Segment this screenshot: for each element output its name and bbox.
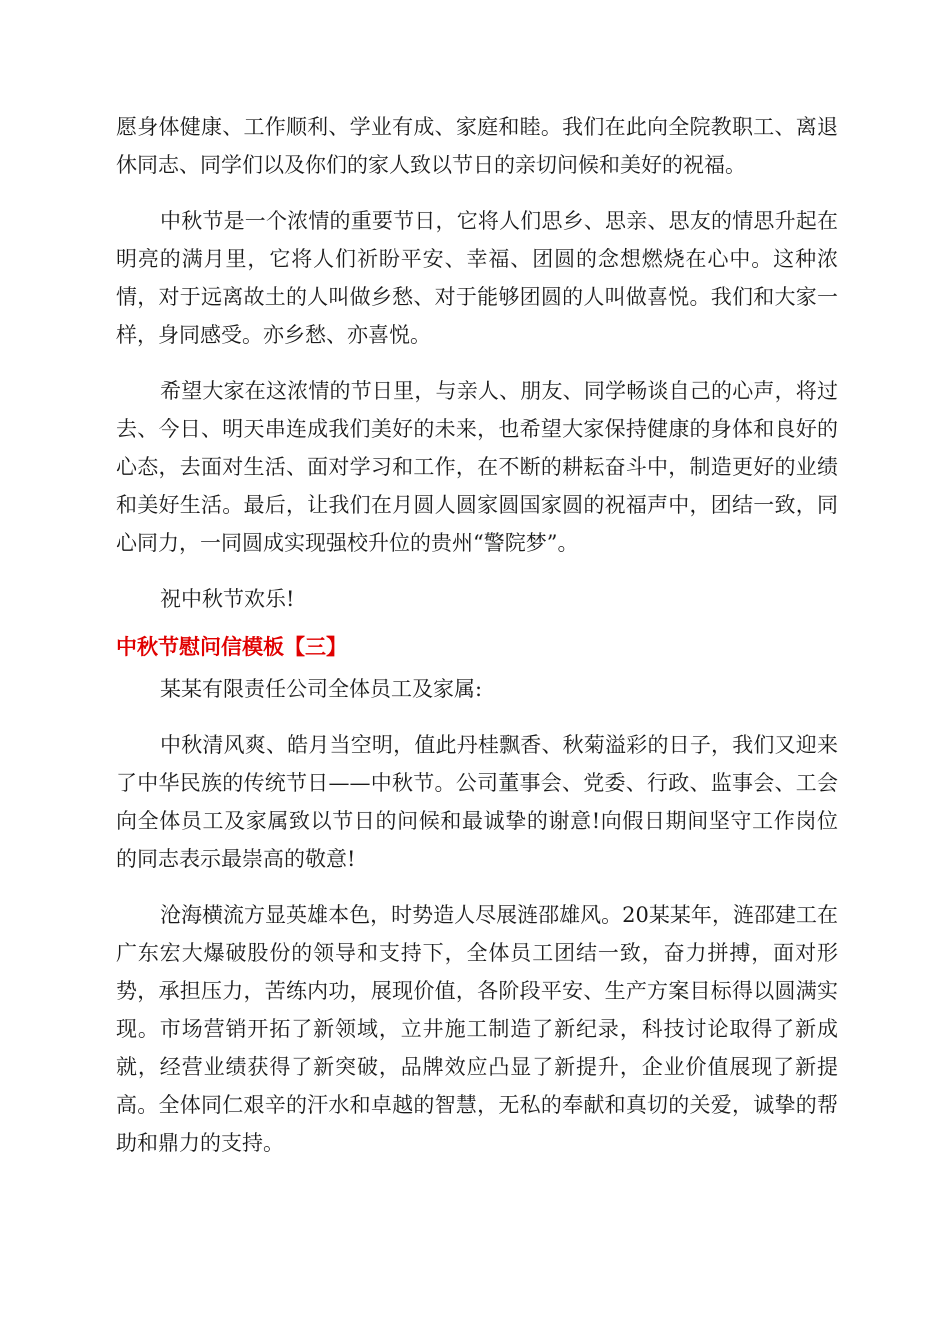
paragraph-mid-autumn-feelings: 中秋节是一个浓情的重要节日，它将人们思乡、思亲、思友的情思升起在明亮的满月里，它将人们祈盼平安、幸福、团圆的念想燃烧在心中。这种浓情，对于远离故土的人叫做乡愁、对于能够团圆的人叫做喜悦。我们和大家一样，身同感受。亦乡愁、亦喜悦。: [116, 209, 838, 347]
document-page: [116, 108, 838, 1162]
section-heading: 中秋节慰问信模板【三】: [116, 635, 347, 659]
paragraph-closing-wish: 祝中秋节欢乐!: [160, 587, 295, 611]
letter-greeting: 某某有限责任公司全体员工及家属:: [160, 677, 483, 701]
paragraph-achievements: 沧海横流方显英雄本色，时势造人尽展涟邵雄风。20某某年，涟邵建工在广东宏大爆破股份的领导和支持下，全体员工团结一致，奋力拼搏，面对形势，承担压力，苦练内功，展现价值，各阶段平安、生产方案目标得以圆满实现。市场营销开拓了新领域，立井施工制造了新纪录，科技讨论取得了新成就，经营业绩获得了新突破，品牌效应凸显了新提升，企业价值展现了新提高。全体同仁艰辛的汗水和卓越的智慧，无私的奉献和真切的关爱，诚挚的帮助和鼎力的支持。: [116, 903, 838, 1155]
paragraph-continuation: 愿身体健康、工作顺利、学业有成、家庭和睦。我们在此向全院教职工、离退休同志、同学们以及你们的家人致以节日的亲切问候和美好的祝福。: [116, 115, 838, 177]
paragraph-wishes: 希望大家在这浓情的节日里，与亲人、朋友、同学畅谈自己的心声，将过去、今日、明天串连成我们美好的未来，也希望大家保持健康的身体和良好的心态，去面对生活、面对学习和工作，在不断的耕耘奋斗中，制造更好的业绩和美好生活。最后，让我们在月圆人圆家圆国家圆的祝福声中，团结一致，同心同力，一同圆成实现强校升位的贵州“警院梦”。: [116, 379, 838, 555]
paragraph-festival-greeting: 中秋清风爽、皓月当空明，值此丹桂飘香、秋菊溢彩的日子，我们又迎来了中华民族的传统节日——中秋节。公司董事会、党委、行政、监事会、工会向全体员工及家属致以节日的问候和最诚挚的谢意!向假日期间坚守工作岗位的同志表示最崇高的敬意!: [116, 733, 838, 871]
